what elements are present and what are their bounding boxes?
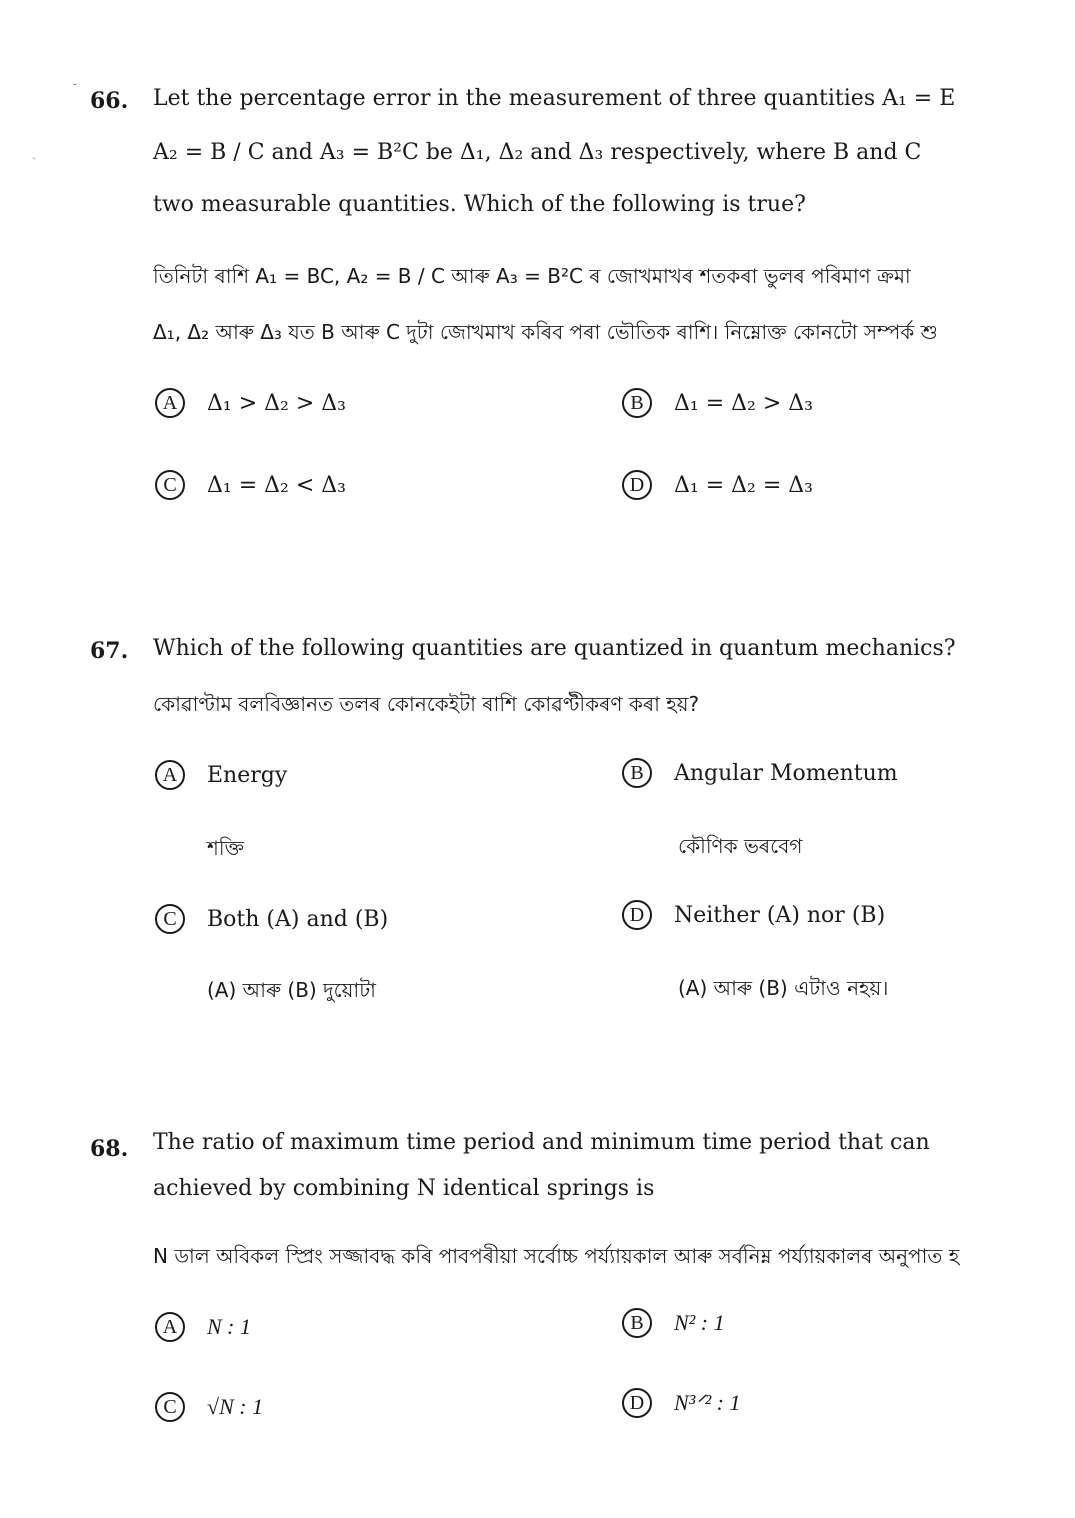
option-text: Δ₁ > Δ₂ > Δ₃ [207,390,346,416]
option-text: Neither (A) nor (B) [674,902,886,928]
option-text: Δ₁ = Δ₂ > Δ₃ [674,390,813,416]
option-text: Angular Momentum [674,760,898,786]
option-text: Δ₁ = Δ₂ < Δ₃ [207,472,346,498]
option-letter-circle: C [155,904,185,934]
option-d[interactable] [622,470,813,500]
option-letter-circle: C [155,1392,185,1422]
option-b[interactable] [622,758,898,788]
option-letter-circle: A [155,760,185,790]
option-d[interactable] [622,900,885,930]
option-c[interactable] [155,904,388,934]
option-text-assamese: শক্তি [207,836,244,860]
scan-mark: ˎ [32,146,36,160]
question-text-line: Which of the following quantities are quantized in quantum mechanics? [153,636,956,661]
question-text-line: two measurable quantities. Which of the following is true? [153,192,806,217]
option-a[interactable] [155,1312,251,1342]
question-number: 66. [90,88,129,114]
question-text-assamese: Δ₁, Δ₂ আৰু Δ₃ যত B আৰু C দুটা জোখমাখ কৰিব পৰা ভৌতিক ৰাশি। নিম্নোক্ত কোনটো সম্পৰ্ক শু [153,320,938,344]
option-text-assamese: (A) আৰু (B) এটাও নহয়। [678,976,889,1000]
option-text: N : 1 [207,1314,251,1339]
question-text-line: achieved by combining N identical springs is [153,1176,655,1201]
question-text-line: Let the percentage error in the measurement of three quantities A₁ = E [153,86,956,111]
option-b[interactable] [622,388,813,418]
option-text: N² : 1 [674,1310,725,1335]
question-text-line: A₂ = B / C and A₃ = B²C be Δ₁, Δ₂ and Δ₃ respectively, where B and C [153,140,922,165]
option-a[interactable] [155,388,346,418]
option-text: Energy [207,762,288,788]
option-letter-circle: D [622,1388,652,1418]
option-text: √N : 1 [207,1394,264,1419]
question-text-assamese: তিনিটা ৰাশি A₁ = BC, A₂ = B / C আৰু A₃ = B²C ৰ জোখমাখৰ শতকৰা ভুলৰ পৰিমাণ ক্ৰমা [153,264,911,288]
option-d[interactable] [622,1388,741,1418]
option-letter-circle: B [622,388,652,418]
question-text-assamese: কোৱাণ্টাম বলবিজ্ঞানত তলৰ কোনকেইটা ৰাশি কোৱণ্টীকৰণ কৰা হয়? [153,692,700,716]
scan-mark: ˘ [72,82,78,96]
question-text-assamese: N ডাল অবিকল স্প্ৰিং সজ্জাবদ্ধ কৰি পাবপৰীয়া সৰ্বোচ্চ পৰ্য্যায়কাল আৰু সৰ্বনিম্ন পৰ্য্যায়কালৰ অনুপাত হ [153,1244,960,1268]
option-letter-circle: B [622,1308,652,1338]
question-number: 67. [90,638,129,664]
option-c[interactable] [155,470,346,500]
question-number: 68. [90,1136,129,1162]
question-text-line: The ratio of maximum time period and minimum time period that can [153,1130,930,1155]
option-letter-circle: C [155,470,185,500]
option-letter-circle: A [155,388,185,418]
option-text: Both (A) and (B) [207,906,389,932]
option-letter-circle: D [622,900,652,930]
option-text-assamese: (A) আৰু (B) দুয়োটা [207,978,376,1002]
option-b[interactable] [622,1308,725,1338]
option-c[interactable] [155,1392,263,1422]
option-letter-circle: B [622,758,652,788]
option-letter-circle: D [622,470,652,500]
option-text: N³ᐟ² : 1 [674,1390,741,1415]
option-text: Δ₁ = Δ₂ = Δ₃ [674,472,813,498]
option-letter-circle: A [155,1312,185,1342]
option-text-assamese: কৌণিক ভৰবেগ [678,834,803,858]
option-a[interactable] [155,760,287,790]
